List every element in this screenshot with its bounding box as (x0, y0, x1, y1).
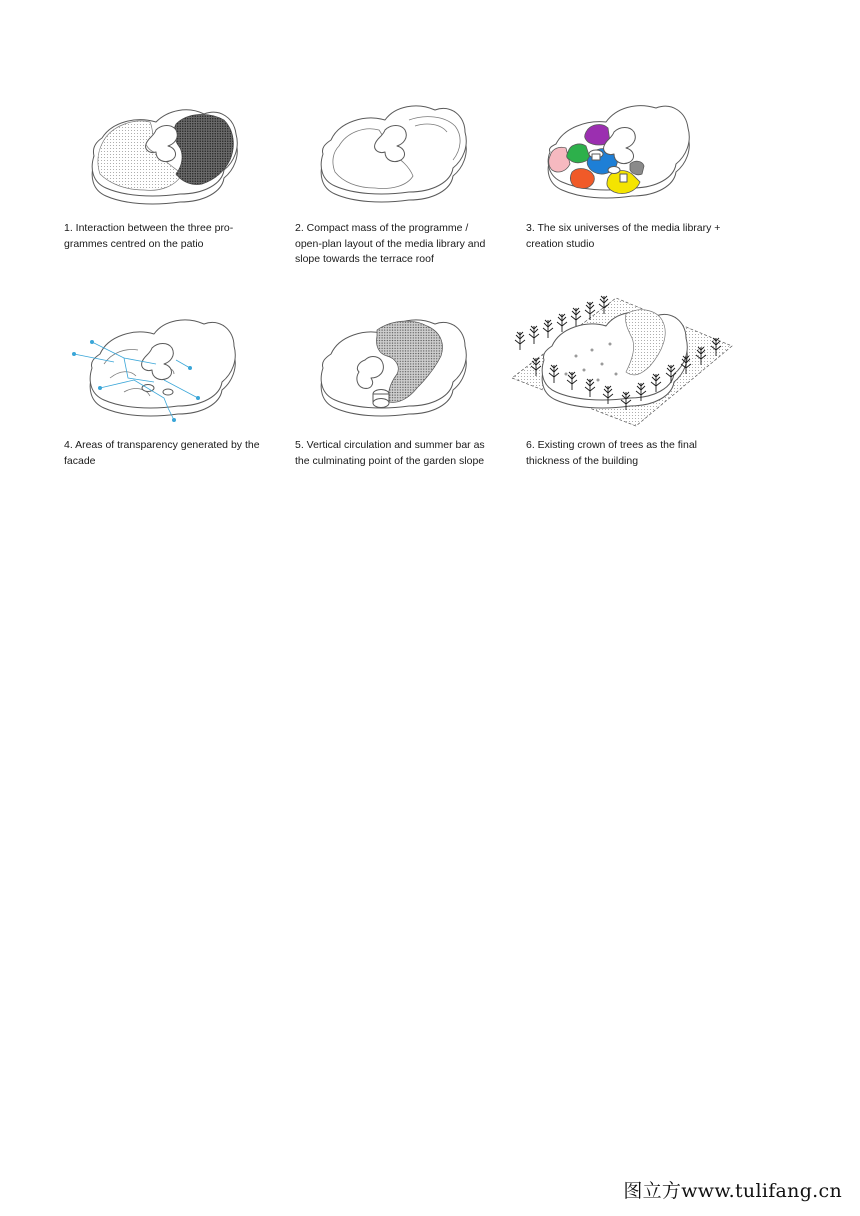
diagram-2-drawing (295, 90, 495, 210)
caption-1: 1. Interaction between the three pro- grammes centred on the patio (64, 222, 234, 250)
diagram-5-drawing (295, 308, 495, 428)
universe-grey (630, 161, 644, 175)
caption-2: 2. Compact mass of the programme / open-plan layout of the media library and slope towards the terrace roof (295, 222, 486, 265)
tree-icon (571, 308, 581, 326)
tree-icon (515, 332, 525, 350)
universe-orange (570, 169, 594, 189)
caption-3: 3. The six universes of the media library + creation studio (526, 222, 721, 250)
caption-6: 6. Existing crown of trees as the final thickness of the building (526, 439, 697, 467)
diagram-1-drawing (64, 90, 264, 210)
caption-5: 5. Vertical circulation and summer bar as the culminating point of the garden slope (295, 439, 485, 467)
diagram-4-drawing (64, 308, 264, 428)
caption-4: 4. Areas of transparency generated by the facade (64, 439, 260, 467)
diagram-6-drawing (526, 276, 736, 431)
watermark: 图立方www.tulifang.cn (623, 1180, 842, 1202)
tree-icon (529, 326, 539, 344)
diagram-3-drawing (526, 90, 726, 210)
tree-icon (543, 320, 553, 338)
tree-icon (557, 314, 567, 332)
